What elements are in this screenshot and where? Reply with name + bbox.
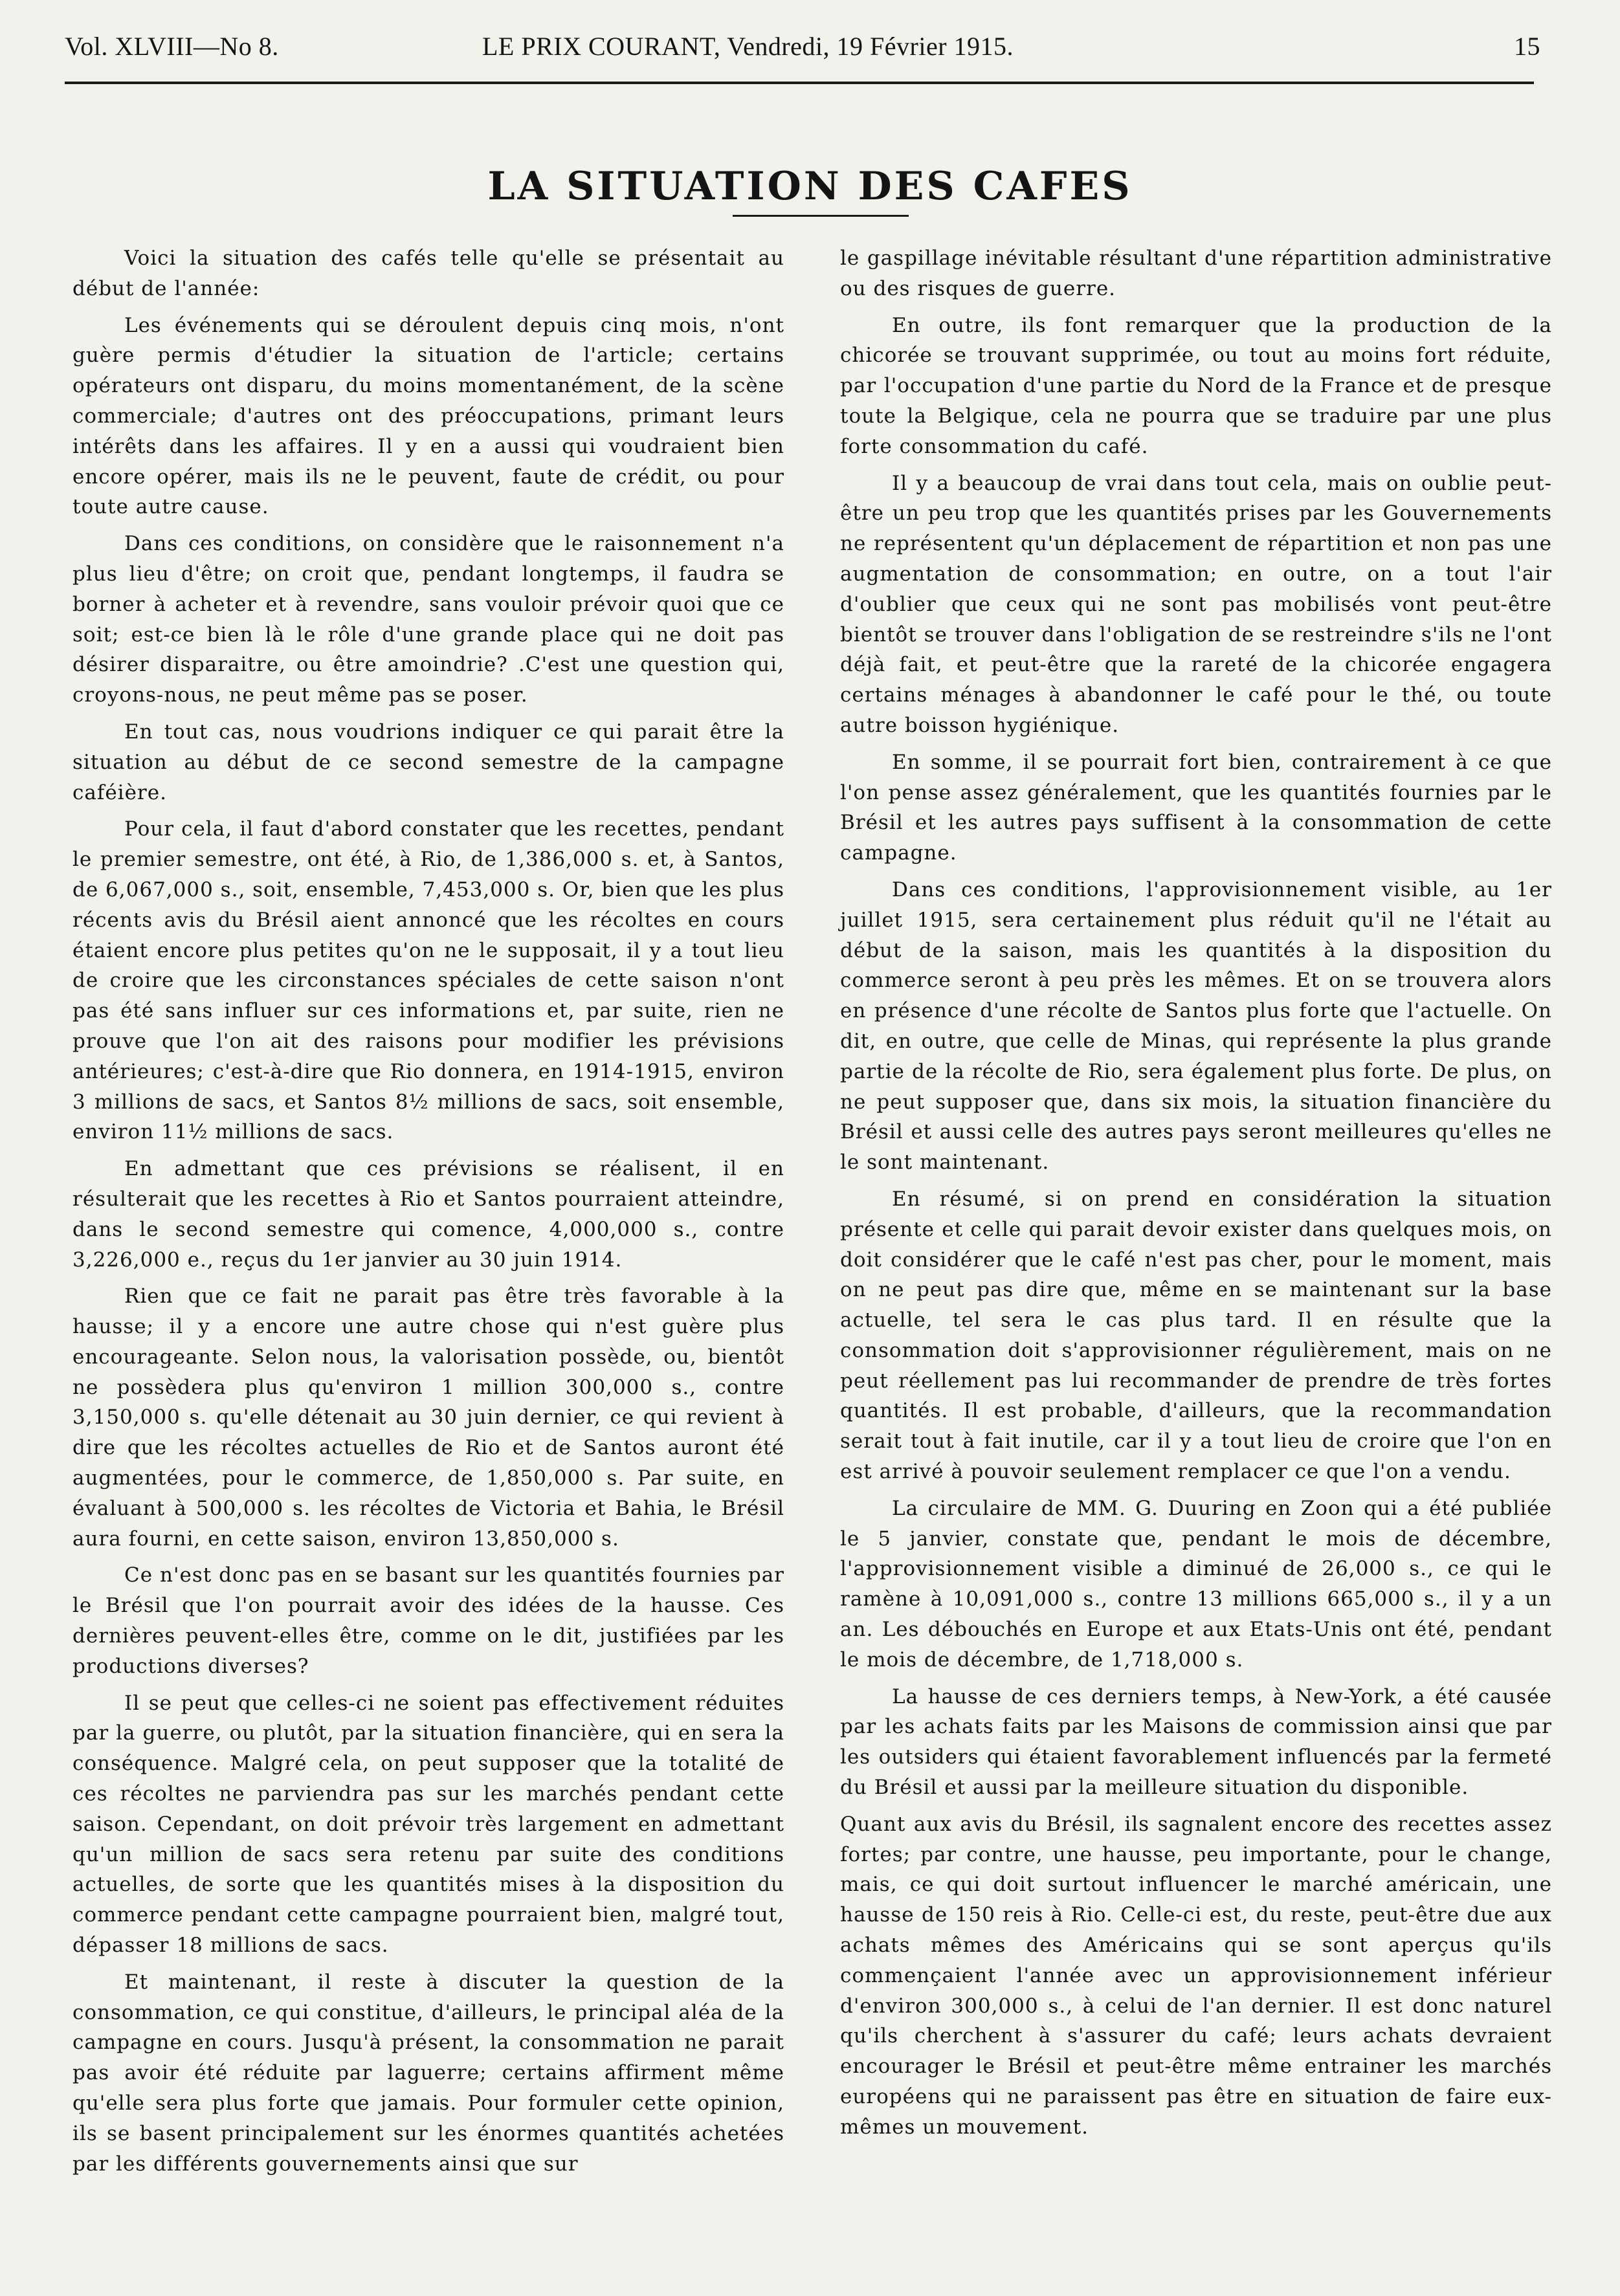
paragraph: Ce n'est donc pas en se basant sur les quantités fournies par le Brésil que l'on pourrait avoir des idées de la hausse. Ces dernières peuvent-elles être, comme on le dit, justifiées par les productions diverses? [72,1563,784,1678]
paragraph: En somme, il se pourrait fort bien, contrairement à ce que l'on pense assez généralement, que les quantités fournies par le Brésil et les autres pays suffisent à la consommation de cette campagne. [840,750,1552,865]
article-title: LA SITUATION DES CAFES [487,164,1133,210]
paragraph: Les événements qui se déroulent depuis cinq mois, n'ont guère permis d'étudier la situation de l'article; certains opérateurs ont disparu, du moins momentanément, de la scène commerciale; d'autres ont des préoccupations, primant leurs intérêts dans les affaires. Il y en a aussi qui voudraient bien encore opérer, mais ils ne le peuvent, faute de crédit, ou pour toute autre cause. [72,313,784,519]
paragraph: Dans ces conditions, on considère que le raisonnement n'a plus lieu d'être; on croit que, pendant longtemps, il faudra se borner à acheter et à revendre, sans vouloir prévoir quoi que ce soit; est-ce bien là le rôle d'une grande place qui ne doit pas désirer disparaitre, ou être amoindrie? .C'est une question qui, croyons-nous, ne peut même pas se poser. [72,532,784,707]
right-column [840,243,1552,2143]
paragraph: Pour cela, il faut d'abord constater que les recettes, pendant le premier semestre, ont été, à Rio, de 1,386,000 s. et, à Santos, de 6,067,000 s., soit, ensemble, 7,453,000 s. Or, bien que les plus récents avis du Brésil aient annoncé que les récoltes en cours étaient encore plus petites qu'on ne le supposait, il y a tout lieu de croire que les circonstances spéciales de cette saison n'ont pas été sans influer sur ces informations et, par suite, rien ne prouve que l'on ait des raisons pour modifier les prévisions antérieures; c'est-à-dire que Rio donnera, en 1914-1915, environ 3 millions de sacs, et Santos 8½ millions de sacs, soit ensemble, environ 11½ millions de sacs. [72,817,784,1144]
paragraph: Dans ces conditions, l'approvisionnement visible, au 1er juillet 1915, sera certainement plus réduit qu'il ne l'était au début de la saison, mais les quantités à la disposition du commerce seront à peu près les mêmes. Et on se trouvera alors en présence d'une récolte de Santos plus forte que l'actuelle. On dit, en outre, que celle de Minas, qui représente la plus grande partie de la récolte de Rio, sera également plus forte. De plus, on ne peut supposer que, dans six mois, la situation financière du Brésil et aussi celle des autres pays seront meilleures qu'elles ne le sont maintenant. [840,878,1552,1175]
paragraph: En admettant que ces prévisions se réalisent, il en résulterait que les recettes à Rio et Santos pourraient atteindre, dans le second semestre qui comence, 4,000,000 s., contre 3,226,000 e., reçus du 1er janvier au 30 juin 1914. [72,1157,784,1272]
page-number: 15 [1514,32,1540,61]
left-column [72,243,784,2179]
paragraph: En outre, ils font remarquer que la production de la chicorée se trouvant supprimée, ou tout au moins fort réduite, par l'occupation d'une partie du Nord de la France et de presque toute la Belgique, cela ne pourra que se traduire par une plus forte consommation du café. [840,313,1552,458]
paragraph: Et maintenant, il reste à discuter la question de la consommation, ce qui constitue, d'ailleurs, le principal aléa de la campagne en cours. Jusqu'à présent, la consommation ne parait pas avoir été réduite par laguerre; certains affirment même qu'elle sera plus forte que jamais. Pour formuler cette opinion, ils se basent principalement sur les énormes quantités achetées par les différents gouvernements ainsi que sur [72,1970,784,2176]
header-rule [65,82,1534,84]
paragraph: Voici la situation des cafés telle qu'elle se présentait au début de l'année: [72,247,784,300]
publication-dateline: LE PRIX COURANT, Vendredi, 19 Février 1915. [482,32,1014,61]
paragraph: En résumé, si on prend en considération la situation présente et celle qui parait devoir exister dans quelques mois, on doit considérer que le café n'est pas cher, pour le moment, mais on ne peut pas dire que, même en se maintenant sur la base actuelle, tel sera le cas plus tard. Il en résulte que la consommation doit s'approvisionner régulièrement, mais on ne peut réellement pas lui recommander de prendre de très fortes quantités. Il est probable, d'ailleurs, que la recommandation serait tout à fait inutile, car il y a tout lieu de croire que l'on en est arrivé à pouvoir seulement remplacer ce que l'on a vendu. [840,1187,1552,1484]
paragraph: La circulaire de MM. G. Duuring en Zoon qui a été publiée le 5 janvier, constate que, pendant le mois de décembre, l'approvisionnement visible a diminué de 26,000 s., ce qui le ramène à 10,091,000 s., contre 13 millions 665,000 s., il y a un an. Les débouchés en Europe et aux Etats-Unis ont été, pendant le mois de décembre, de 1,718,000 s. [840,1496,1552,1672]
title-rule [733,215,909,217]
paragraph: le gaspillage inévitable résultant d'une répartition administrative ou des risques de guerre. [840,247,1552,300]
paragraph: Il se peut que celles-ci ne soient pas effectivement réduites par la guerre, ou plutôt, par la situation financière, qui en sera la conséquence. Malgré cela, on peut supposer que la totalité de ces récoltes ne parviendra pas sur les marchés pendant cette saison. Cependant, on doit prévoir très largement en admettant qu'un million de sacs sera retenu par suite des conditions actuelles, de sorte que les quantités mises à la disposition du commerce pendant cette campagne pourraient bien, malgré tout, dépasser 18 millions de sacs. [72,1691,784,1958]
volume-number: Vol. XLVIII—No 8. [65,32,279,61]
paragraph: Rien que ce fait ne parait pas être très favorable à la hausse; il y a encore une autre chose qui n'est guère plus encourageante. Selon nous, la valorisation possède, ou, bientôt ne possèdera plus qu'environ 1 million 300,000 s., contre 3,150,000 s. qu'elle détenait au 30 juin dernier, ce qui revient à dire que les récoltes actuelles de Rio et de Santos auront été augmentées, pour le commerce, de 1,850,000 s. Par suite, en évaluant à 500,000 s. les récoltes de Victoria et Bahia, le Brésil aura fourni, en cette saison, environ 13,850,000 s. [72,1285,784,1551]
paragraph: Il y a beaucoup de vrai dans tout cela, mais on oublie peut-être un peu trop que les quantités prises par les Gouvernements ne représentent qu'un déplacement de répartition et non pas une augmentation de consommation; en outre, on a tout l'air d'oublier que ceux qui ne sont pas mobilisés vont peut-être bientôt se trouver dans l'obligation de se restreindre s'ils ne l'ont déjà fait, et peut-être que la rareté de la chicorée engagera certains ménages à abandonner le café pour le thé, ou toute autre boisson hygiénique. [840,471,1552,737]
paragraph: En tout cas, nous voudrions indiquer ce qui parait être la situation au début de ce second semestre de la campagne caféière. [72,720,784,804]
paragraph: La hausse de ces derniers temps, à New-York, a été causée par les achats faits par les Maisons de commission ainsi que par les outsiders qui étaient favorablement influencés par la fermeté du Brésil et aussi par la meilleure situation du disponible. [840,1684,1552,1800]
running-head [65,28,1540,65]
paragraph: Quant aux avis du Brésil, ils sagnalent encore des recettes assez fortes; par contre, une hausse, peu importante, pour le change, mais, ce qui doit surtout influencer le marché américain, une hausse de 150 reis à Rio. Celle-ci est, du reste, peut-être due aux achats mêmes des Américains qui se sont aperçus qu'ils commençaient l'année avec un approvisionnement inférieur d'environ 300,000 s., à celui de l'an dernier. Il est donc naturel qu'ils cherchent à s'assurer du café; leurs achats devraient encourager le Brésil et peut-être même entrainer les marchés européens qui ne paraissent pas être en situation de faire eux-mêmes un mouvement. [840,1812,1552,2139]
